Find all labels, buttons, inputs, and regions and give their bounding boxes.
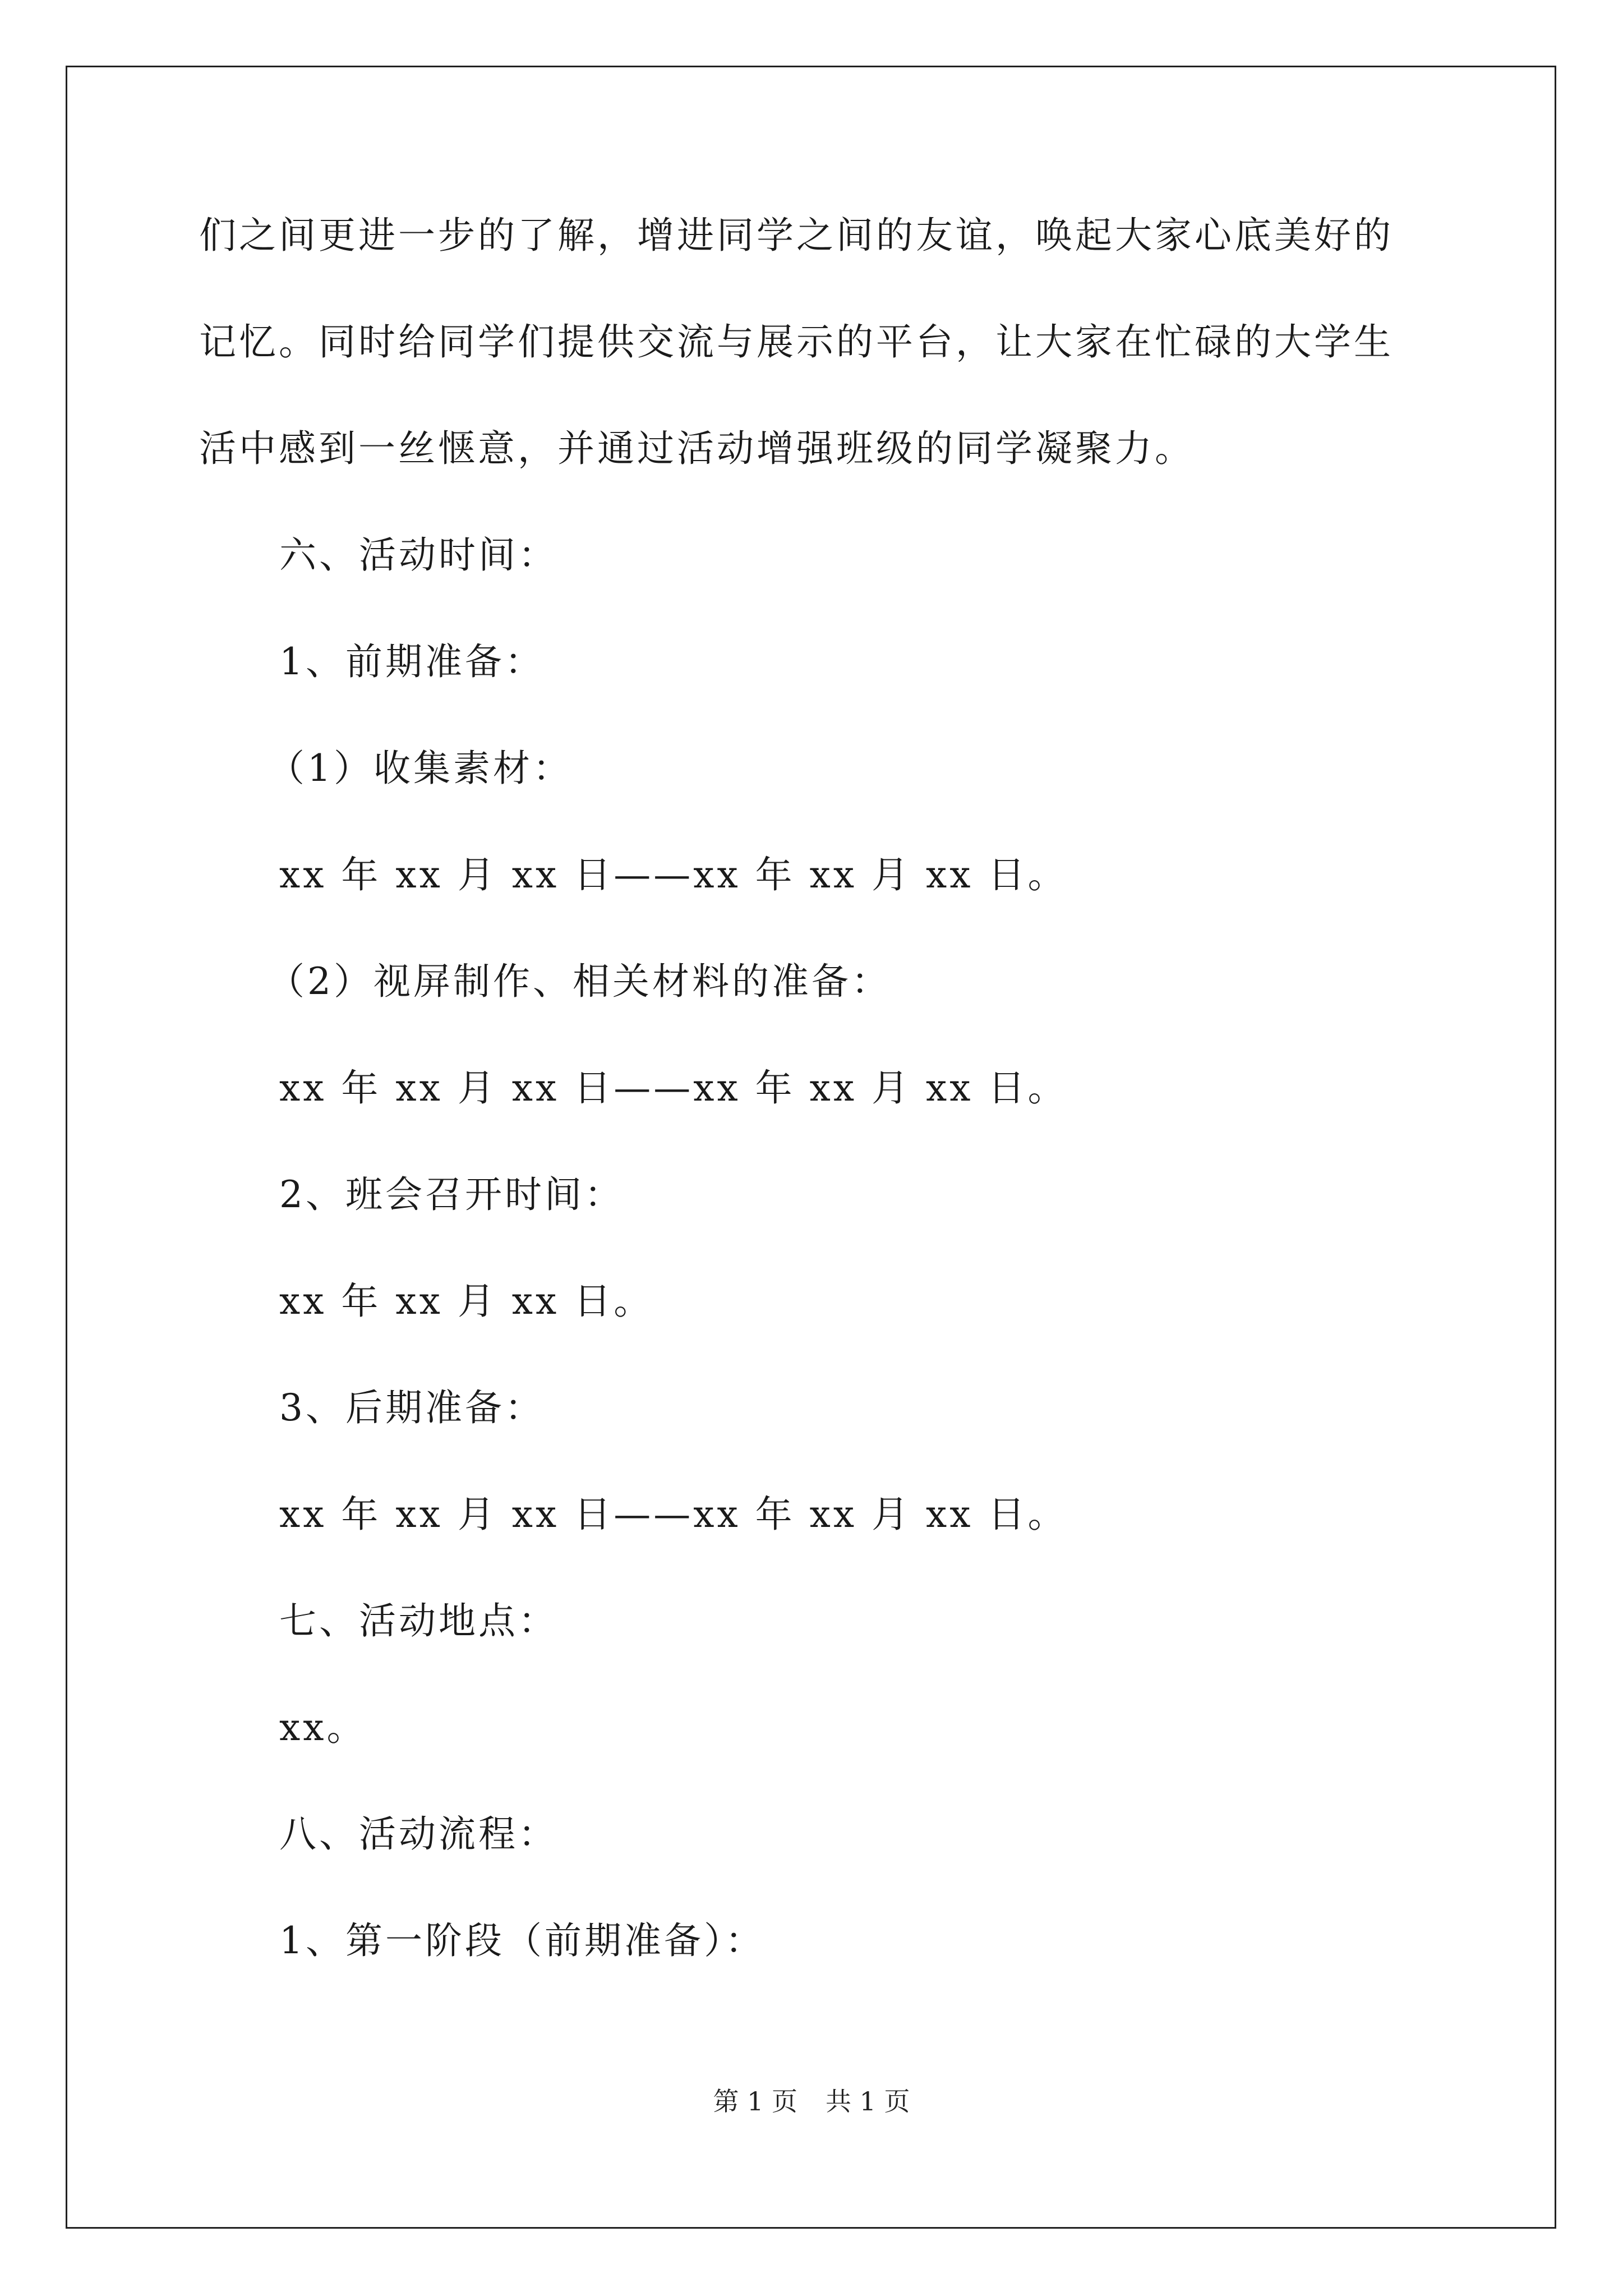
page-footer (0, 2086, 1623, 2117)
section-heading: 八、活动流程： (279, 1812, 558, 1856)
sub-item-heading: （1）收集素材： (268, 747, 573, 790)
page-number: 第 1 页 (713, 2086, 797, 2116)
item-heading: 2、班会召开时间： (279, 1173, 624, 1216)
item-heading: 1、前期准备： (279, 640, 545, 683)
date-range: xx 年 xx 月 xx 日——xx 年 xx 月 xx 日。 (279, 853, 1068, 896)
location-value: xx。 (279, 1706, 367, 1749)
section-heading: 七、活动地点： (279, 1599, 558, 1642)
date-range: xx 年 xx 月 xx 日——xx 年 xx 月 xx 日。 (279, 1066, 1068, 1110)
paragraph-line: 记忆。同时给同学们提供交流与展示的平台，让大家在忙碌的大学生 (199, 320, 1394, 364)
date-value: xx 年 xx 月 xx 日。 (279, 1280, 654, 1323)
sub-item-heading: （2）视屏制作、相关材料的准备： (268, 960, 891, 1003)
section-heading: 六、活动时间： (279, 533, 558, 577)
paragraph-line: 们之间更进一步的了解，增进同学之间的友谊，唤起大家心底美好的 (199, 214, 1394, 257)
paragraph-line: 活中感到一丝惬意，并通过活动增强班级的同学凝聚力。 (199, 427, 1195, 470)
date-range: xx 年 xx 月 xx 日——xx 年 xx 月 xx 日。 (279, 1493, 1068, 1536)
item-heading: 1、第一阶段（前期准备）： (279, 1919, 765, 1962)
page-total: 共 1 页 (826, 2086, 910, 2116)
item-heading: 3、后期准备： (279, 1386, 545, 1429)
document-body (199, 213, 1433, 2025)
